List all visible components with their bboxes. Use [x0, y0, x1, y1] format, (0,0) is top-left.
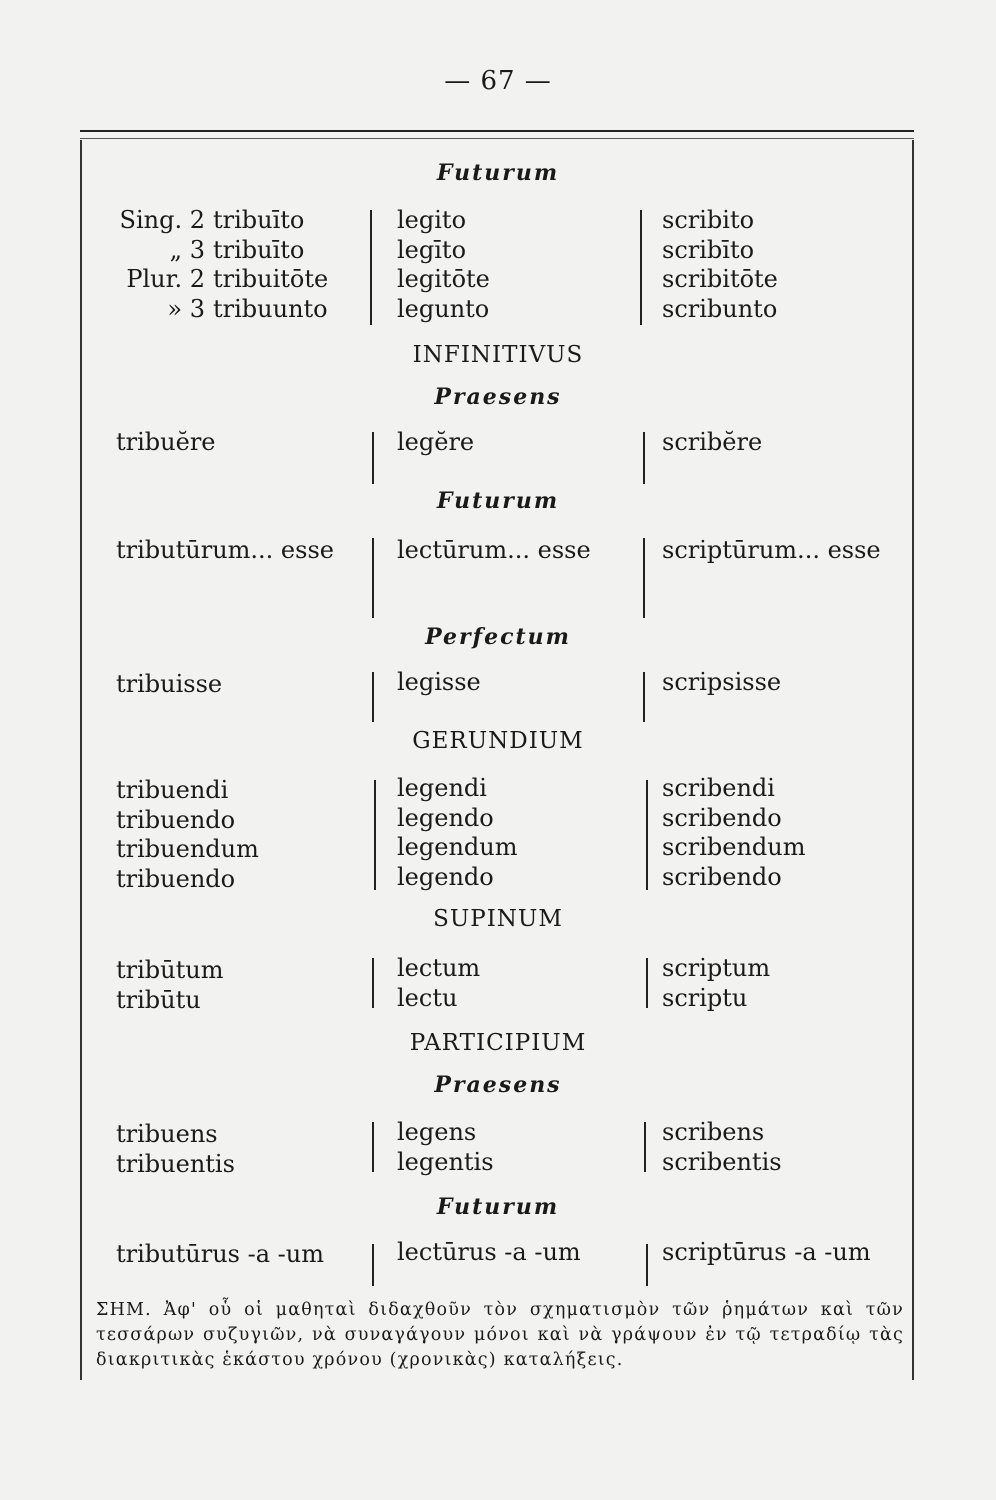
frame-top-rule-inner — [80, 138, 914, 139]
column-rule — [646, 780, 648, 890]
infinitivus-futurum-heading: Futurum — [436, 488, 560, 514]
infinitivus-heading: INFINITIVUS — [412, 342, 584, 368]
supinum-c1: tribūtum tribūtu — [116, 956, 224, 1014]
futurum-col3: scribito scribīto scribitōte scribunto — [662, 206, 778, 323]
gerundium-c2: legendi legendo legendum legendo — [397, 774, 518, 891]
part-futurum-c1: tributūrus -a -um — [116, 1240, 324, 1268]
frame-top-rule — [80, 130, 914, 132]
column-rule — [370, 210, 372, 325]
column-rule — [372, 672, 374, 722]
column-rule — [372, 1244, 374, 1286]
inf-perfectum-c1: tribuisse — [116, 670, 223, 698]
inf-futurum-c2: lectūrum... esse — [397, 536, 591, 564]
inf-perfectum-c2: legisse — [397, 668, 481, 696]
footnote: ΣΗΜ. Ἀφ' οὗ οἱ μαθηταὶ διδαχθοῦν τὸν σχηματισμὸν τῶν ῥημάτων καὶ τῶν τεσσάρων συζυγιῶν, νὰ συναγάγουν μόνοι καὶ νὰ γράψουν ἐν τῷ τετραδίῳ τὰς διακριτικὰς ἑκάστου χρόνου (χρονικὰς) καταλήξεις. — [96, 1300, 904, 1370]
column-rule — [643, 432, 645, 484]
supinum-c3: scriptum scriptu — [662, 954, 771, 1012]
supinum-c2: lectum lectu — [397, 954, 481, 1012]
inf-praesens-c3: scribĕre — [662, 428, 763, 456]
part-praesens-c1: tribuens tribuentis — [116, 1120, 235, 1178]
participium-heading: PARTICIPIUM — [409, 1030, 587, 1056]
column-rule — [643, 538, 645, 618]
infinitivus-praesens-heading: Praesens — [434, 384, 562, 410]
gerundium-c1: tribuendi tribuendo tribuendum tribuendo — [116, 776, 259, 893]
participium-praesens-heading: Praesens — [434, 1072, 562, 1098]
futurum-col2: legito legīto legitōte legunto — [397, 206, 490, 323]
column-rule — [646, 1244, 648, 1286]
inf-futurum-c1: tributūrum... esse — [116, 536, 334, 564]
supinum-heading: SUPINUM — [433, 906, 563, 932]
column-rule — [372, 432, 374, 484]
futurum-row: » 3 tribuunto — [167, 294, 328, 323]
inf-perfectum-c3: scripsisse — [662, 668, 782, 696]
part-futurum-c3: scriptūrus -a -um — [662, 1238, 871, 1266]
inf-praesens-c1: tribuĕre — [116, 428, 216, 456]
gerundium-c3: scribendi scribendo scribendum scribendo — [662, 774, 806, 891]
column-rule — [372, 958, 374, 1008]
column-rule — [640, 210, 642, 325]
futurum-col1 — [110, 206, 328, 324]
gerundium-heading: GERUNDIUM — [412, 728, 584, 754]
column-rule — [643, 672, 645, 722]
part-futurum-c2: lectūrus -a -um — [397, 1238, 581, 1266]
part-praesens-c2: legens legentis — [397, 1118, 494, 1176]
futurum-row: Plur. 2 tribuitōte — [126, 265, 329, 293]
infinitivus-perfectum-heading: Perfectum — [425, 624, 571, 650]
inf-futurum-c3: scriptūrum... esse — [662, 536, 881, 564]
futurum-row: Sing. 2 tribuīto — [119, 206, 305, 234]
participium-futurum-heading: Futurum — [436, 1194, 560, 1220]
inf-praesens-c2: legĕre — [397, 428, 475, 456]
column-rule — [644, 1122, 646, 1172]
part-praesens-c3: scribens scribentis — [662, 1118, 782, 1176]
futurum-heading: Futurum — [436, 160, 560, 186]
futurum-row: „ 3 tribuīto — [169, 235, 305, 264]
column-rule — [646, 958, 648, 1008]
column-rule — [374, 780, 376, 890]
column-rule — [372, 1122, 374, 1172]
page-number: — 67 — — [444, 66, 552, 96]
column-rule — [372, 538, 374, 618]
